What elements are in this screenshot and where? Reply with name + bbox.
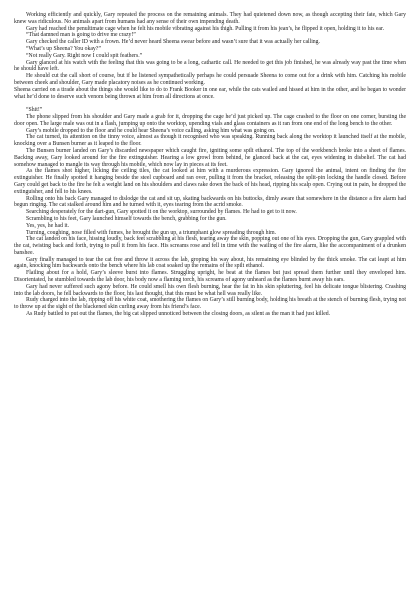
paragraph: As Rudy battled to put out the flames, the big cat slipped unnoticed between the closing doors, as silent as the man it had just killed.: [26, 311, 331, 318]
paragraph: Rudy charged into the lab, ripping off his white coat, smothering the flames on Gary’s still burning body, holding his breath at the stench of burning flesh, trying not to throw up at the sight of the blackened skin curling away from his friend’s face.: [14, 297, 406, 311]
paragraph: Gary checked the caller ID with a frown. He’d never heard Sheena swear before and wasn’t sure that it was actually her calling.: [26, 39, 320, 46]
paragraph: Flailing about for a hold, Gary’s sleeve burst into flames. Struggling upright, he beat at the flames but just spread them further until they enveloped him. Disorientated, he stumbled towards the lab door, his body now a flaming torch, his screams of agony unheard as the flames burnt away his ears.: [14, 270, 406, 284]
paragraph: Gary finally managed to tear the cat free and throw it across the lab, groping his way about, his remaining eye blinded by the thick smoke. The cat leapt at him again, knocking him backwards onto the bench where his lab coat soaked up the remains of the spilt ethanol.: [14, 256, 406, 270]
paragraph: Yes, yes, he had it.: [26, 222, 70, 229]
paragraph: The Bunsen burner landed on Gary’s discarded newspaper which caught fire, igniting some spilt ethanol. The top of the workbench broke into a sheet of flames. Backing away, Gary looked around for the fire extinguisher. Hearing a low growl from behind, he glanced back at the cat, eyes widening in disbelief. The cat had somehow managed to mangle its way through his mobile, which now lay in pieces at its feet.: [14, 147, 406, 168]
paragraph: The cat turned, its attention on the tinny voice, almost as though it recognised who was speaking. Running back along the worktop it launched itself at the mobile, knocking over a Bunsen burner as it leaped to the floor.: [14, 134, 406, 148]
paragraph: “That damned man is going to drive me crazy!”: [26, 32, 136, 39]
paragraph: Gary glanced at his watch with the feeling that this was going to be a long, cathartic call. He needed to get this job finished, he was already way past the time when he should have left.: [14, 59, 406, 73]
paragraph: Rolling onto his back Gary managed to dislodge the cat and sit up, skating backwards on his buttocks, dimly aware that somewhere in the distance a fire alarm had begun ringing. The cat stalked around him and he turned with it, eyes tearing from the acrid smoke.: [14, 195, 406, 209]
paragraph: Gary had reached the penultimate cage when he felt his mobile vibrating against his thigh. Pulling it from his jean’s, he flipped it open, holding it to his ear.: [26, 25, 385, 32]
paragraph: The cat landed on his face, hissing loudly, back feet scrabbling at his flesh, tearing away the skin, popping out one of his eyes. Dropping the gun, Gary grappled with the cat, twisting back and forth, trying to pull it from his face. His screams rose and fell in time with the wailing of the fire alarm, like the accompaniment of a drunken banshee.: [14, 236, 406, 256]
paragraph: “Not really Gary. Right now I could spit feathers.”: [26, 52, 143, 59]
paragraph: He should cut the call short of course, but if he listened sympathetically perhaps he could persuade Sheena to come out for a drink with him. Catching his mobile between cheek and shoulder, Gary made placatory noises as he continued working.: [14, 73, 406, 86]
paragraph: The phone slipped from his shoulder and Gary made a grab for it, dropping the cage he’d just picked up. The cage crashed to the floor on one corner, bursting the door open. The large male was out in a flash, jumping up onto the worktop, upending vials and glass containers as it ran from one end of the long bench to the other.: [14, 113, 406, 127]
paragraph: “Shit!”: [26, 107, 43, 114]
paragraph: Gary’s mobile dropped to the floor and he could hear Sheena’s voice calling, asking him what was going on.: [26, 127, 276, 134]
paragraph: Scrambling to his feet, Gary launched himself towards the bench, grabbing for the gun.: [26, 215, 227, 222]
paragraph: Sheena carried on a tirade about the things she would like to do to Frank Booker in one ear, while the cats wailed and hissed at him in the other, and he began to wonder what he’d done to deserve such venom being thrown at him from all directions at once.: [14, 86, 406, 100]
paragraph: As the flames shot higher, licking the ceiling tiles, the cat looked at him with a murderous expression. Gary ignored the animal, intent on finding the fire extinguisher. He finally spotted it hanging beside the steel cupboard and ran over, pulling it from the bracket, releasing the split-pin locking the handle closed. Before Gary could get back to the fire he felt a weight land on his shoulders and claws rake down the back of his head, ripping his scalp open. Crying out in pain, he dropped the extinguisher, and fell to his knees.: [14, 168, 406, 195]
paragraph: Searching desperately for the dart-gun, Gary spotted it on the worktop, surrounded by flames. He had to get to it now.: [26, 209, 297, 216]
paragraph: “What’s up Sheena? You okay?”: [26, 45, 101, 52]
paragraph: Turning, coughing, nose filled with fumes, he brought the gun up, a triumphant glow spreading through him.: [26, 229, 277, 236]
paragraph: Working efficiently and quickly, Gary repeated the process on the remaining animals. They had quietened down now, as though accepting their fate, which Gary knew was ridiculous. No animals apart from humans had any sense of their own impending death.: [14, 12, 406, 25]
paragraph: Gary had never suffered such agony before. He could smell his own flesh burning, hear the fat in his skin spluttering, feel his delicate tongue blistering. Crashing into the lab doors, he fell backwards to the floor, his last thought, that this must be what hell was really like.: [14, 283, 406, 297]
